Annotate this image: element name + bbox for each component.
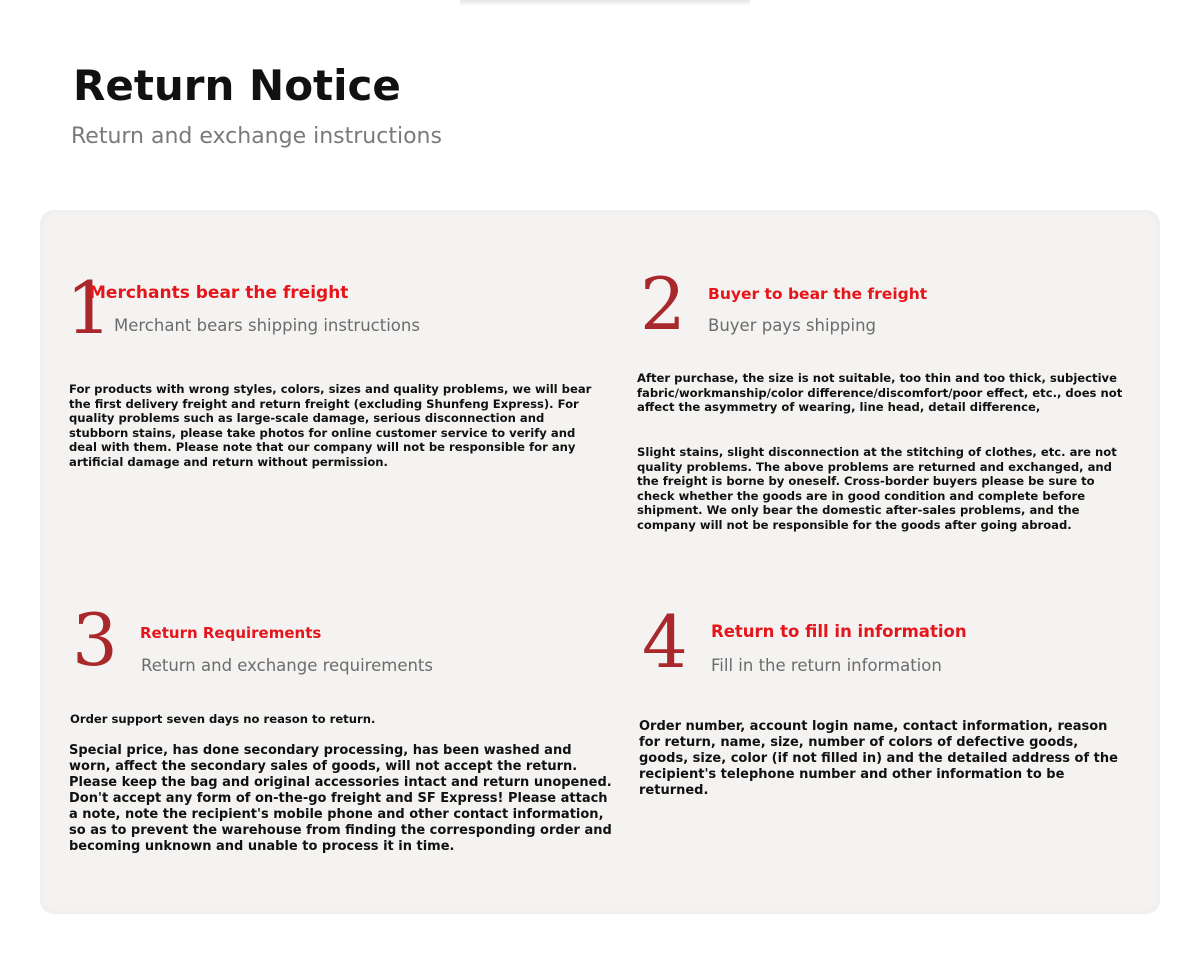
- section-title-3: Return Requirements: [140, 624, 322, 642]
- section-number-2: 2: [640, 262, 686, 346]
- section-paragraph-2b: Slight stains, slight disconnection at the stitching of clothes, etc. are not quality problems. The above problems are returned and exchanged, and the freight is borne by oneself. Cross-border buyers please be sure to check whether the goods are in good condition and complete before shipment. We only bear the domestic after-sales problems, and the company will not be responsible for the goods after going abroad.: [637, 445, 1117, 532]
- section-paragraph-3b: Special price, has done secondary processing, has been washed and worn, affect the secondary sales of goods, will not accept the return. Please keep the bag and original accessories intact and return unopened. Don't accept any form of on-the-go freight and SF Express! Please attach a note, note the recipient's mobile phone and other contact information, so as to prevent the warehouse from finding the corresponding order and becoming unknown and unable to process it in time.: [69, 743, 612, 854]
- section-paragraph-4a: Order number, account login name, contact information, reason for return, name, size, number of colors of defective goods, goods, size, color (if not filled in) and the detailed address of the recipient's telephone number and other information to be returned.: [639, 719, 1118, 798]
- section-number-1: 1: [66, 266, 112, 350]
- section-subtitle-1: Merchant bears shipping instructions: [114, 316, 420, 335]
- section-number-4: 4: [642, 600, 688, 684]
- section-number-3: 3: [72, 598, 118, 682]
- section-paragraph-2a: After purchase, the size is not suitable, too thin and too thick, subjective fabric/workmanship/color difference/discomfort/poor effect, etc., does not affect the asymmetry of wearing, line head, detail difference,: [637, 371, 1123, 414]
- page-title: Return Notice: [73, 61, 401, 110]
- top-shadow-decoration: [460, 0, 750, 6]
- section-title-4: Return to fill in information: [711, 622, 967, 641]
- section-subtitle-2: Buyer pays shipping: [708, 316, 877, 335]
- section-subtitle-3: Return and exchange requirements: [141, 656, 433, 675]
- section-title-2: Buyer to bear the freight: [708, 285, 928, 303]
- section-paragraph-3a: Order support seven days no reason to return.: [70, 712, 376, 726]
- section-title-1: Merchants bear the freight: [89, 283, 349, 303]
- page-subtitle: Return and exchange instructions: [71, 124, 442, 149]
- section-subtitle-4: Fill in the return information: [711, 656, 942, 675]
- section-paragraph-1a: For products with wrong styles, colors, sizes and quality problems, we will bear the first delivery freight and return freight (excluding Shunfeng Express). For quality problems such as large-scale damage, serious disconnection and stubborn stains, please take photos for online customer service to verify and deal with them. Please note that our company will not be responsible for any artificial damage and return without permission.: [69, 382, 592, 469]
